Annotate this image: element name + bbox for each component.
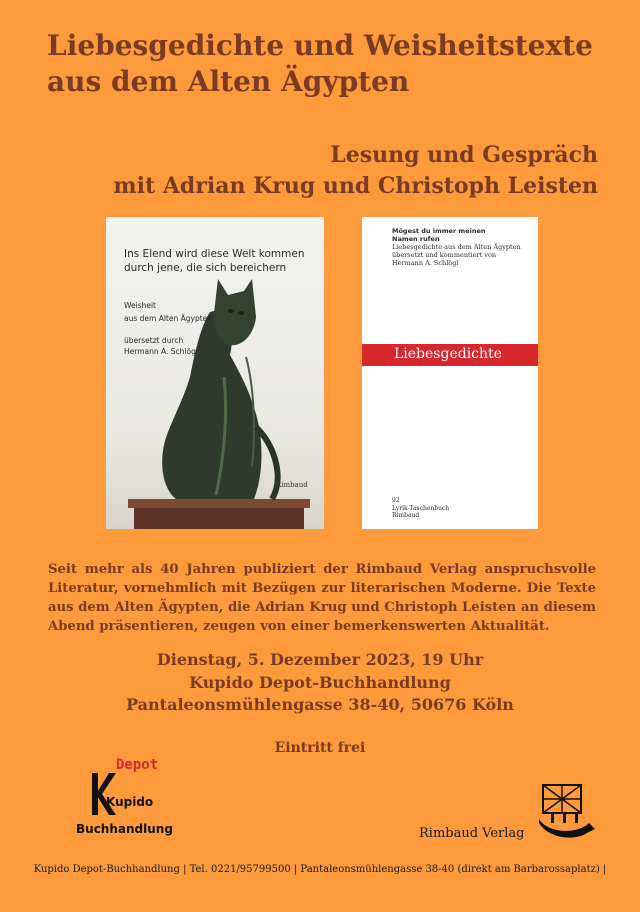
book-cover-liebesgedichte (362, 217, 538, 529)
book2-number: 92 (392, 497, 400, 504)
event-date: Dienstag, 5. Dezember 2023, 19 Uhr (156, 650, 484, 669)
kupido-buchhandlung-label: Buchhandlung (76, 822, 173, 836)
event-address: Pantaleonsmühlengasse 38-40, 50676 Köln (126, 695, 514, 714)
subtitle-line-1: Lesung und Gespräch (330, 142, 598, 168)
book2-description: Liebesgedichte aus dem Alten Ägypten übersetzt und kommentiert von Hermann A. Schlögl (392, 243, 521, 267)
book2-band-label: Liebesgedichte (394, 346, 502, 362)
book1-translator-label: übersetzt durch (124, 336, 184, 345)
book2-red-band (362, 344, 538, 366)
poster-title (47, 28, 607, 100)
book2-publisher: Rimbaud (392, 512, 420, 519)
admission-note: Eintritt frei (274, 740, 366, 756)
description-paragraph: Seit mehr als 40 Jahren publiziert der Rimbaud Verlag anspruchsvolle Literatur, vornehmlich mit Bezügen zur literarischen Moderne. Die Texte aus dem Alten Ägypten, die Adrian Krug und Christoph Leisten an diesem Abend präsentieren, zeugen von einer bemerkenswerten Aktualität. (48, 562, 596, 634)
rimbaud-boat-logo-icon (537, 783, 597, 839)
book1-translator: Hermann A. Schlögl (124, 347, 198, 356)
title-line-1: Liebesgedichte und Weisheitstexte (47, 29, 593, 62)
book1-title: Ins Elend wird diese Welt kommen durch jene, die sich bereichern (124, 248, 305, 274)
event-subtitle (38, 140, 598, 202)
kupido-depot-label: Depot (116, 757, 159, 773)
book2-footer (392, 497, 472, 520)
book2-series: Lyrik-Taschenbuch (392, 504, 450, 512)
event-venue: Kupido Depot-Buchhandlung (189, 673, 451, 692)
book1-subtitle: Weisheit (124, 301, 156, 310)
rimbaud-verlag-label: Rimbaud Verlag (419, 826, 525, 841)
book2-title: Mögest du immer meinen Namen rufen (392, 227, 486, 243)
book1-publisher: Rimbaud (276, 481, 308, 489)
footer-contact: Kupido Depot-Buchhandlung | Tel. 0221/95799500 | Pantaleonsmühlengasse 38-40 (direkt am Barbarossaplatz) | (33, 864, 607, 875)
title-line-2: aus dem Alten Ägypten (47, 65, 410, 98)
book1-subtitle-2: aus dem Alten Ägypten (124, 314, 213, 323)
kupido-name-label: Kupido (106, 795, 154, 809)
subtitle-line-2: mit Adrian Krug und Christoph Leisten (113, 173, 598, 199)
book-cover-weisheit (106, 217, 324, 529)
